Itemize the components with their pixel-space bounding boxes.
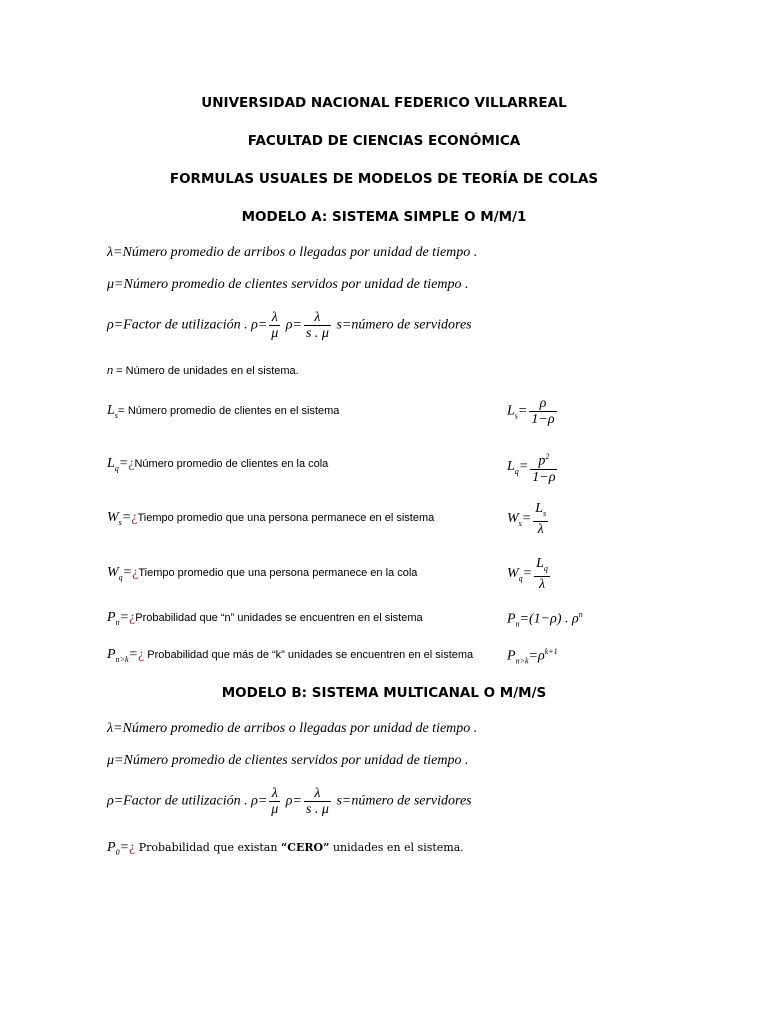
pnk-symbol: $P_{n>k}$ <box>107 647 129 664</box>
rho-definition <box>107 310 472 341</box>
ls-label: Número promedio de clientes en el sistema <box>127 405 340 417</box>
rho-fraction: $\frac{\lambda}{\mu}$ <box>271 310 279 341</box>
lq-formula: $L_q=$ $\frac{p^2}{1-\rho}$ <box>507 452 556 485</box>
inverted-question-mark: ¿ <box>129 610 136 625</box>
faculty-heading: FACULTAD DE CIENCIAS ECONÓMICA <box>247 133 521 149</box>
rho-prefix: ρ=Factor de utilización . ρ= <box>107 793 268 809</box>
p0-label-post: unidades en el sistema. <box>329 841 464 854</box>
lq-label: Número promedio de clientes en la cola <box>134 458 329 470</box>
inverted-question-mark: ¿ <box>128 456 135 471</box>
n-variable: n <box>107 365 114 377</box>
document-title: FORMULAS USUALES DE MODELOS DE TEORÍA DE COLAS <box>169 171 599 187</box>
pnk-formula: $P_{n>k}=\rho^{k+1}$ <box>507 647 558 666</box>
ls-row: $L_s=$ Número promedio de clientes en el sistema <box>107 403 340 420</box>
n-definition <box>107 365 299 377</box>
rho-multi-fraction: $\frac{\lambda}{s . \mu}$ <box>305 786 329 817</box>
p0-row: $P_0=¿$ Probabilidad que existan “CERO” unidades en el sistema. <box>107 840 464 857</box>
p0-label-bold: “CERO” <box>280 841 330 854</box>
inverted-question-mark: ¿ <box>137 647 145 662</box>
rho-fraction: $\frac{\lambda}{\mu}$ <box>271 786 279 817</box>
mu-definition: μ=Número promedio de clientes servidos por unidad de tiempo . <box>107 277 469 292</box>
ws-symbol: $W_s$ <box>107 510 122 527</box>
lq-row: $L_q=¿Número$ promedio de clientes en la cola <box>107 456 329 473</box>
pn-formula: $P_n=(1-\rho)$ . $\rho^n$ <box>507 610 583 629</box>
pn-label: Probabilidad que “n” unidades se encuentren en el sistema <box>135 612 423 624</box>
model-b-heading: MODELO B: SISTEMA MULTICANAL O M/M/S <box>221 685 547 701</box>
ws-formula: $W_s=$ $\frac{L_s}{\lambda}$ <box>507 501 547 537</box>
rho-mid: ρ= <box>282 317 302 333</box>
ws-row: $W_s=¿Tiempo$ promedio que una persona permanece en el sistema <box>107 510 435 527</box>
p0-label-pre: Probabilidad que existan <box>135 841 281 854</box>
wq-formula: $W_q=$ $\frac{L_q}{\lambda}$ <box>507 556 548 592</box>
pnk-label: Probabilidad que más de “k” unidades se encuentren en el sistema <box>144 649 474 661</box>
rho-suffix: s=número de servidores <box>332 317 472 333</box>
ws-label: Tiempo promedio que una persona permanece en el sistema <box>137 512 435 524</box>
pn-row: $P_n=¿Probabilidad$ que “n” unidades se encuentren en el sistema <box>107 610 423 627</box>
wq-label: Tiempo promedio que una persona permanece en la cola <box>138 567 418 579</box>
p0-label <box>135 841 464 854</box>
rho-prefix: ρ=Factor de utilización . ρ= <box>107 317 268 333</box>
inverted-question-mark: ¿ <box>129 840 136 855</box>
lq-symbol: $L_q$ <box>107 456 119 473</box>
wq-symbol: $W_q$ <box>107 565 123 582</box>
inverted-question-mark: ¿ <box>131 510 138 525</box>
wq-row: $W_q=¿Tiempo$ promedio que una persona permanece en la cola <box>107 565 418 582</box>
rho-mid: ρ= <box>282 793 302 809</box>
rho-suffix: s=número de servidores <box>332 793 472 809</box>
pnk-row: $P_{n>k}=¿$ Probabilidad que más de “k” unidades se encuentren en el sistema <box>107 647 474 664</box>
inverted-question-mark: ¿ <box>132 565 139 580</box>
ls-symbol: $L_s$ <box>107 403 118 420</box>
ls-formula: $L_s=$ $\frac{\rho}{1-\rho}$ <box>507 396 555 427</box>
p0-symbol: $P_0$ <box>107 840 120 857</box>
lambda-definition: λ=Número promedio de arribos o llegadas por unidad de tiempo . <box>107 245 478 260</box>
n-text: = Número de unidades en el sistema. <box>113 365 299 377</box>
pn-symbol: $P_n$ <box>107 610 120 627</box>
rho-definition-b <box>107 786 472 817</box>
rho-multi-fraction: $\frac{\lambda}{s . \mu}$ <box>305 310 329 341</box>
model-a-heading: MODELO A: SISTEMA SIMPLE O M/M/1 <box>241 209 527 225</box>
lambda-definition-b: λ=Número promedio de arribos o llegadas por unidad de tiempo . <box>107 721 478 736</box>
mu-definition-b: μ=Número promedio de clientes servidos por unidad de tiempo . <box>107 753 469 768</box>
university-heading: UNIVERSIDAD NACIONAL FEDERICO VILLARREAL <box>201 95 567 111</box>
